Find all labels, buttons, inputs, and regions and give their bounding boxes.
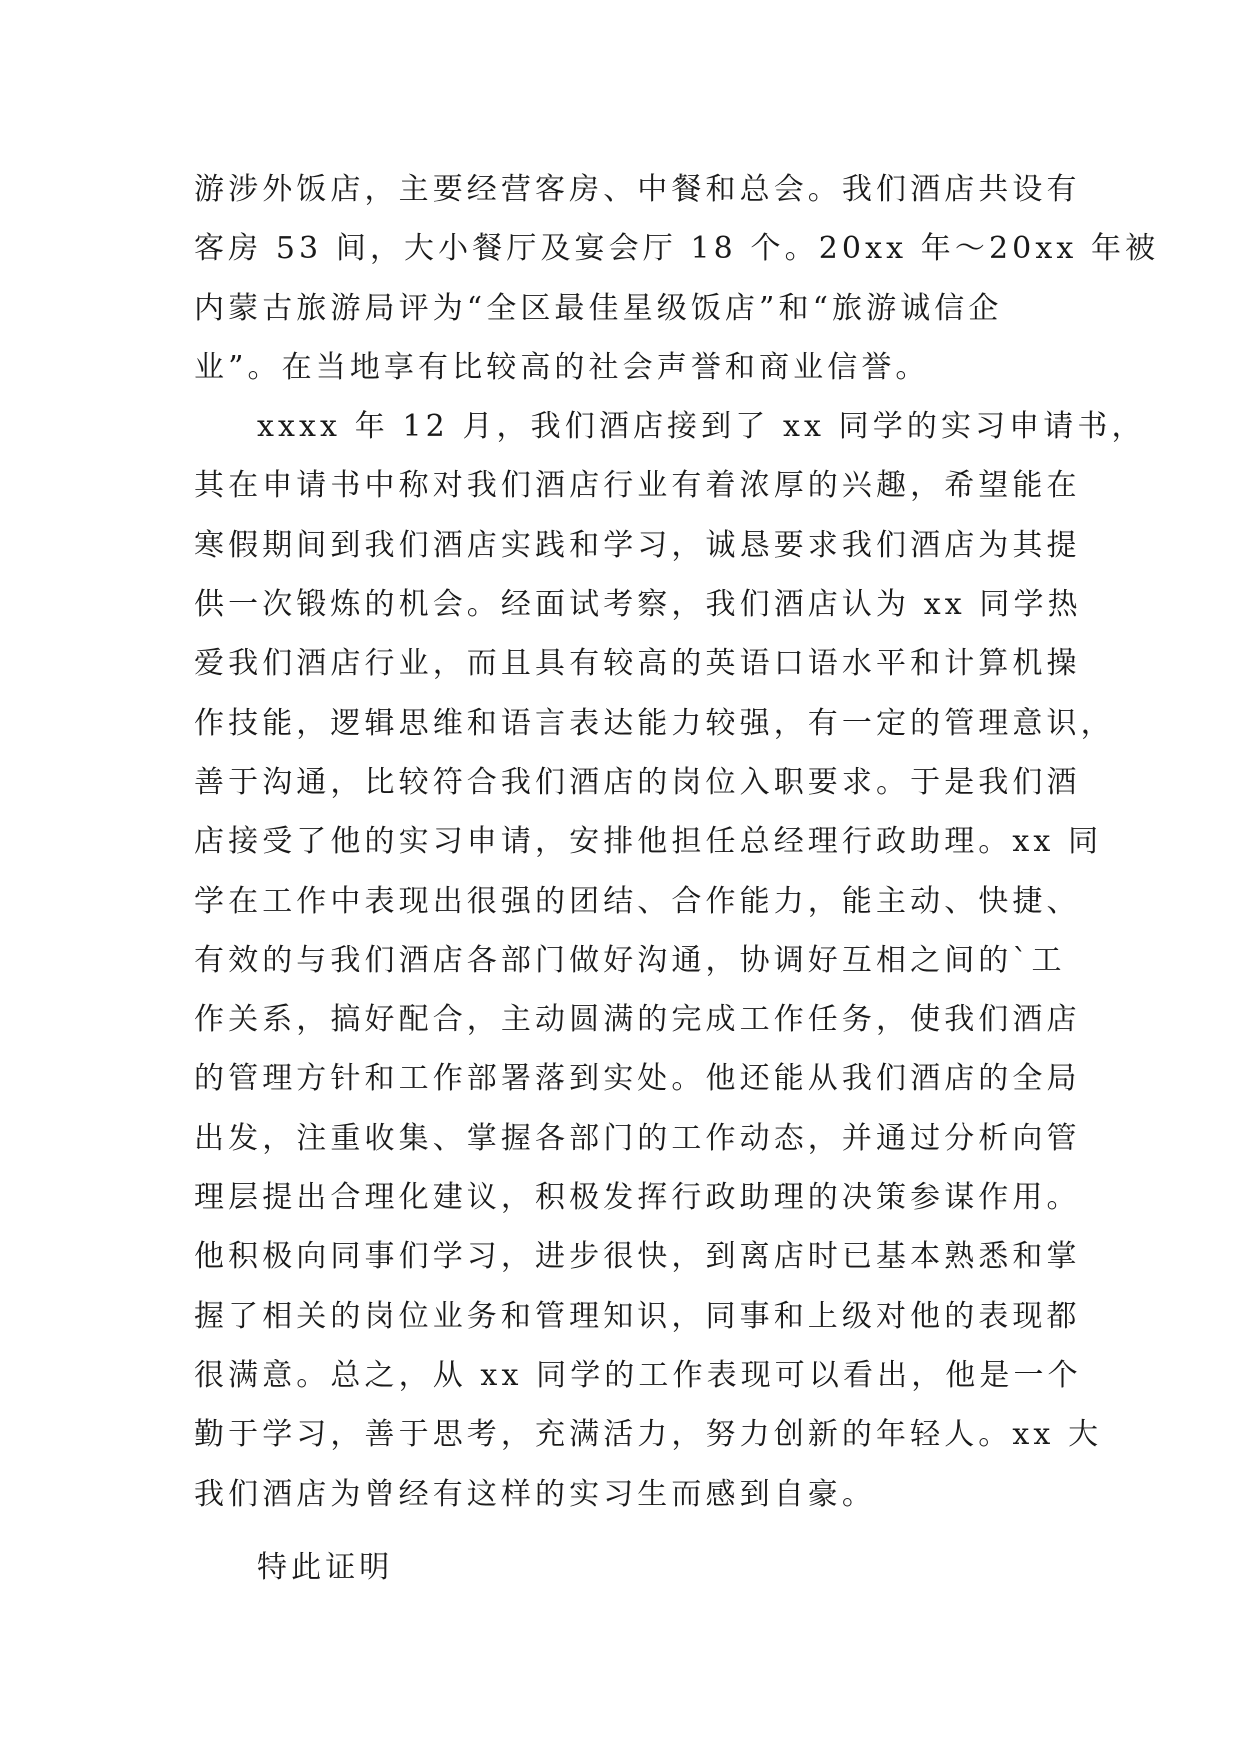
text-line: 我们酒店为曾经有这样的实习生而感到自豪。 [194,1476,876,1512]
text-line: 握了相关的岗位业务和管理知识，同事和上级对他的表现都 [194,1298,1081,1334]
paragraph-1 [194,160,1160,397]
text-line: 爱我们酒店行业，而且具有较高的英语口语水平和计算机操 [194,646,1081,682]
text-line: 店接受了他的实习申请，安排他担任总经理行政助理。xx 同 [194,824,1103,860]
text-line: 供一次锻炼的机会。经面试考察，我们酒店认为 xx 同学热 [194,587,1082,623]
text-line: 勤于学习，善于思考，充满活力，努力创新的年轻人。xx 大 [194,1417,1103,1453]
text-line: 内蒙古旅游局评为“全区最佳星级饭店”和“旅游诚信企 [194,290,1003,326]
text-line: 其在申请书中称对我们酒店行业有着浓厚的兴趣，希望能在 [194,468,1081,504]
text-line: 的管理方针和工作部署落到实处。他还能从我们酒店的全局 [194,1061,1081,1097]
document-body [194,160,1160,1597]
text-line: xxxx 年 12 月，我们酒店接到了 xx 同学的实习申请书， [257,409,1146,445]
text-line: 有效的与我们酒店各部门做好沟通，协调好互相之间的`工 [194,942,1066,978]
text-line: 业”。在当地享有比较高的社会声誉和商业信誉。 [194,349,930,385]
text-line: 善于沟通，比较符合我们酒店的岗位入职要求。于是我们酒 [194,764,1081,800]
text-line: 游涉外饭店，主要经营客房、中餐和总会。我们酒店共设有 [194,172,1081,207]
closing-line: 特此证明 [257,1549,394,1585]
text-line: 很满意。总之，从 xx 同学的工作表现可以看出，他是一个 [194,1357,1082,1393]
text-line: 出发，注重收集、掌握各部门的工作动态，并通过分析向管 [194,1120,1081,1156]
text-line: 他积极向同事们学习，进步很快，到离店时已基本熟悉和掌 [194,1239,1081,1275]
paragraph-2 [194,397,1146,1524]
text-line: 学在工作中表现出很强的团结、合作能力，能主动、快捷、 [194,883,1081,919]
text-line: 作技能，逻辑思维和语言表达能力较强，有一定的管理意识， [194,705,1115,741]
text-line: 理层提出合理化建议，积极发挥行政助理的决策参谋作用。 [194,1180,1081,1216]
text-line: 客房 53 间，大小餐厅及宴会厅 18 个。20xx 年～20xx 年被 [194,231,1160,267]
text-line: 作关系，搞好配合，主动圆满的完成工作任务，使我们酒店 [194,1002,1081,1038]
text-line: 寒假期间到我们酒店实践和学习，诚恳要求我们酒店为其提 [194,527,1081,563]
